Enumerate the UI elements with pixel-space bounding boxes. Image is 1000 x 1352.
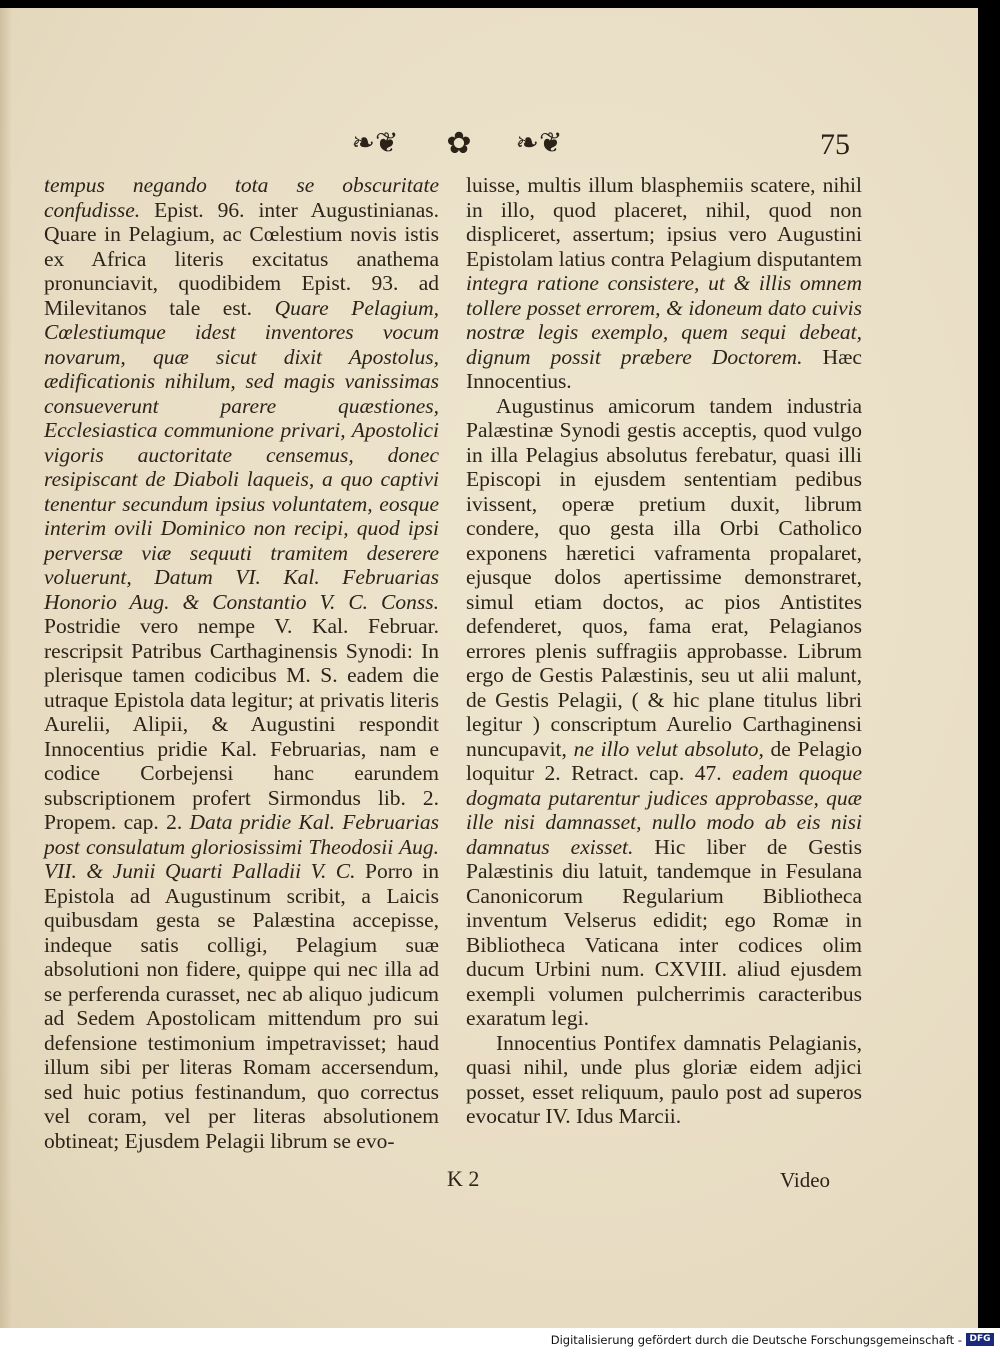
body-text: Hic liber de Gestis Palæstinis diu latuit, tandemque in Fesulana Canonicorum Regularium Bibliotheca inventum Velserus edidit; ego Romæ in Bibliotheca Vaticana inter codices olim ducum Urbini num. CXVIII. aliud ejusdem exempli volumen pulcherrimis caracteribus exaratum legi. xyxy=(466,834,862,1030)
page-edge-shadow xyxy=(0,8,12,1328)
right-text-column xyxy=(466,173,862,1129)
digitization-footer xyxy=(0,1328,1000,1352)
catchword: Video xyxy=(780,1168,831,1192)
body-text: Porro in Epistola ad Augustinum scribit, a Laicis quibusdam gesta se Palæstina accepisse, indeque satis colligi, Pelagium suæ absolutioni non fidere, quippe qui nec illa ad se perferenda curasset, nec ab aliquo judicum ad Sedem Apostolicam mittendum pro sui defensione testimonium impetravisset; haud illum sibi per literas Romam accersendum, sed huic potius festinandum, quo correctus vel coram, vel per literas absolutionem obtineat; Ejusdem Pelagii librum se evo- xyxy=(44,859,440,1153)
left-paragraph xyxy=(44,173,439,1153)
quotation-text: eadem quoque dogmata putarentur judices approbasse, quæ ille nisi damnasset, nullo modo ab eis nisi damnatus exisset. xyxy=(466,761,863,859)
ornament-flower-icon: ✿ xyxy=(446,127,472,160)
right-paragraph-3 xyxy=(466,1031,862,1129)
body-text: de Pelagio loquitur 2. Retract. cap. 47. xyxy=(466,736,862,785)
quotation-text: ne illo velut absoluto, xyxy=(573,736,764,761)
ornament-right-icon: ❧❦ xyxy=(515,128,563,159)
quotation-text: Data pridie Kal. Februarias post consulatum gloriosissimi Theodosii Aug. VII. & Junii Quarti Palladii V. C. xyxy=(44,810,440,883)
body-text: luisse, multis illum blasphemiis scatere, nihil in illo, quod placeret, nihil, quod non displiceret, assertum; ipsius vero Augustini Epistolam latius contra Pelagium disputantem xyxy=(466,173,862,271)
right-paragraph-1 xyxy=(466,173,862,394)
italic-text: tempus negando tota se obscuritate confudisse. xyxy=(44,173,439,222)
book-page xyxy=(0,8,978,1328)
body-text: Innocentius Pontifex damnatis Pelagianis, quasi nihil, unde plus gloriæ eidem adjici posset, esset reliquum, paulo post ad superos evocatur IV. Idus Marcii. xyxy=(466,1030,862,1128)
right-paragraph-2 xyxy=(466,394,862,1031)
body-text: Postridie vero nempe V. Kal. Februar. rescripsit Patribus Carthaginensis Synodi: In plerisque tamen codicibus M. S. eadem die utraque Epistola data legitur; at privatis literis Aurelii, Alipii, & Augustini respondit Innocentius pridie Kal. Februarias, nam e codice Corbejensi hanc earundem subscriptionem profert Sirmondus lib. 2. Propem. cap. 2. xyxy=(44,614,439,834)
quotation-text: integra ratione consistere, ut & illis omnem tollere posset errorem, & idoneum dato cuivis nostræ legis exemplo, quem sequi debeat, dignum possit præbere Doctorem. xyxy=(466,271,862,369)
quotation-text: Quare Pelagium, Cœlestiumque idest inventores vocum novarum, quæ sicut dixit Apostolus, ædificationis nihilum, sed magis vanissimas consueverunt parere quæstiones, Ecclesiastica communione privari, Apostolici vigoris auctoritate censemus, donec resipiscant de Diaboli laqueis, a quo captivi tenentur secundum ipsius voluntatem, eosque interim ovili Dominico non recipi, quod ipsi perversæ viæ sequuti tramitem deserere voluerunt, Datum VI. Kal. Februarias Honorio Aug. & Constantio V. C. Conss. xyxy=(44,295,439,614)
body-text: Hæc Innocentius. xyxy=(466,344,862,393)
body-text: Epist. 96. inter Augustinianas. Quare in Pelagium, ac Cœlestium novis istis ex Africa literis excitatus anathema pronunciavit, quodibidem Epist. 93. ad Milevitanos tale est. xyxy=(44,197,439,320)
dfg-logo: DFG xyxy=(966,1333,994,1346)
left-text-column xyxy=(44,173,439,1153)
gathering-signature: K 2 xyxy=(447,1166,480,1191)
footer-credit-text: Digitalisierung gefördert durch die Deutsche Forschungsgemeinschaft - xyxy=(550,1333,962,1347)
body-text: Augustinus amicorum tandem industria Palæstinæ Synodi gestis acceptis, quod vulgo in illa Pelagius absolutus ferebatur, quasi illi Episcopi in ejusdem sententiam pedibus ivissent, operæ pretium duxit, librum condere, quo gesta illa Orbi Catholico exponens hæretici vaframenta propalaret, ejusque dolos apertissime demonstraret, simul etiam doctos, ac pios Antistites defenderet, quos, fama erat, Pelagianos errores plenis suffragiis approbasse. Librum ergo de Gestis Palæstinis, seu ut alii malunt, de Gestis Pelagii, ( & hic plane titulus libri legitur ) conscriptum Aurelio Carthaginensi nuncupavit, xyxy=(466,393,862,761)
ornament-left-icon: ❧❦ xyxy=(351,128,399,159)
page-number: 75 xyxy=(820,128,850,161)
